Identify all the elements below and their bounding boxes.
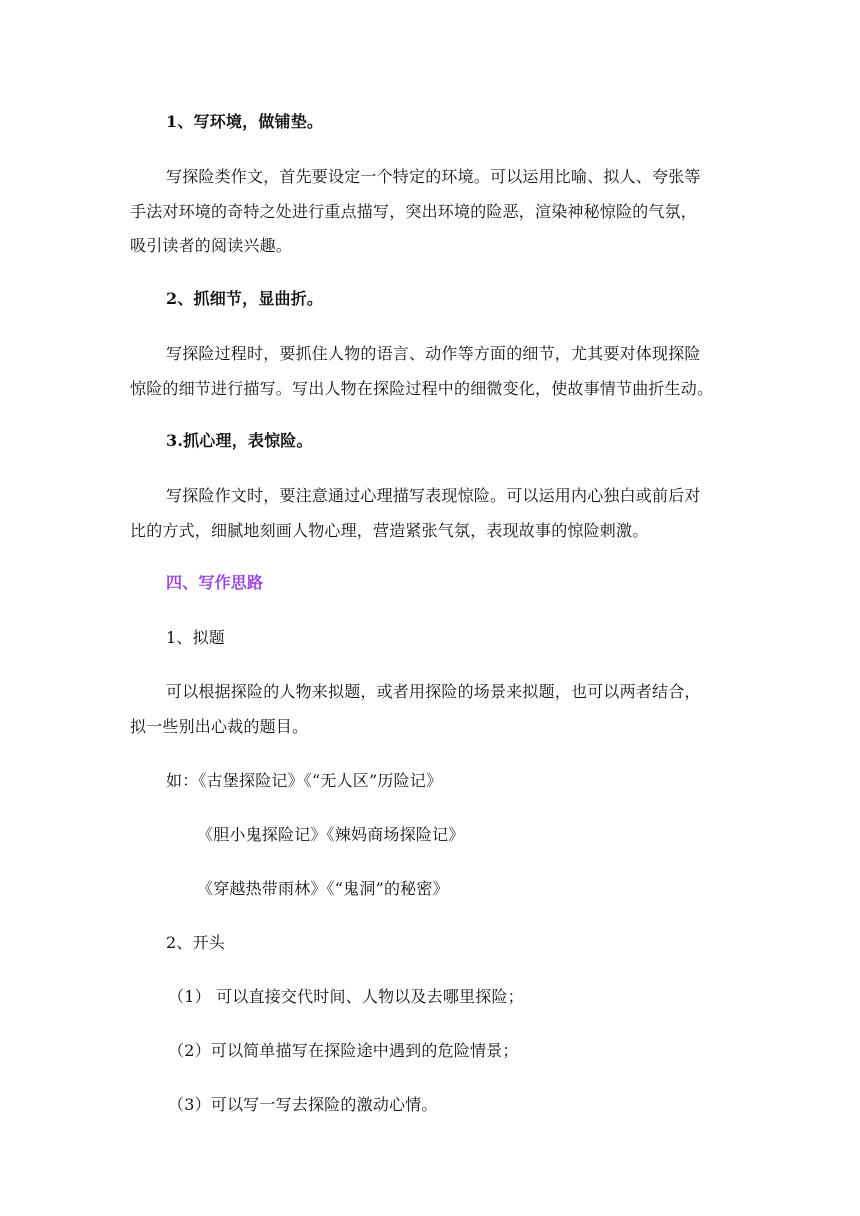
subheading-title: 1、拟题 bbox=[166, 628, 225, 647]
paragraph-2-line-2: 惊险的细节进行描写。写出人物在探险过程中的细微变化，使故事情节曲折生动。 bbox=[130, 379, 714, 398]
section-writing-ideas-title: 四、写作思路 bbox=[166, 573, 264, 592]
paragraph-4-line-1: 可以根据探险的人物来拟题，或者用探险的场景来拟题，也可以两者结合， bbox=[166, 682, 701, 701]
opening-option-1: （1） 可以直接交代时间、人物以及去哪里探险； bbox=[168, 987, 524, 1006]
opening-option-3: （3）可以写一写去探险的激动心情。 bbox=[168, 1095, 438, 1114]
paragraph-3-line-2: 比的方式，细腻地刻画人物心理，营造紧张气氛，表现故事的惊险刺激。 bbox=[130, 521, 649, 540]
heading-catch-psychology: 3.抓心理，表惊险。 bbox=[166, 431, 313, 450]
paragraph-1-line-1: 写探险类作文，首先要设定一个特定的环境。可以运用比喻、拟人、夸张等 bbox=[166, 167, 701, 186]
paragraph-3-line-1: 写探险作文时，要注意通过心理描写表现惊险。可以运用内心独白或前后对 bbox=[166, 486, 701, 505]
subheading-opening: 2、开头 bbox=[166, 933, 225, 952]
example-titles-line-1: 如：《古堡探险记》《“无人区”历险记》 bbox=[166, 771, 443, 790]
opening-option-2: （2）可以简单描写在探险途中遇到的危险情景； bbox=[168, 1041, 519, 1060]
heading-catch-details: 2、抓细节，显曲折。 bbox=[166, 289, 324, 308]
example-titles-line-2: 《胆小鬼探险记》《辣妈商场探险记》 bbox=[197, 825, 465, 844]
paragraph-4-line-2: 拟一些别出心裁的题目。 bbox=[130, 717, 309, 736]
example-titles-line-3: 《穿越热带雨林》《“鬼洞”的秘密》 bbox=[197, 879, 449, 898]
paragraph-2-line-1: 写探险过程时，要抓住人物的语言、动作等方面的细节，尤其要对体现探险 bbox=[166, 344, 701, 363]
paragraph-1-line-3: 吸引读者的阅读兴趣。 bbox=[130, 236, 293, 255]
heading-write-environment: 1、写环境，做铺垫。 bbox=[166, 112, 324, 131]
paragraph-1-line-2: 手法对环境的奇特之处进行重点描写，突出环境的险恶，渲染神秘惊险的气氛， bbox=[130, 202, 698, 221]
